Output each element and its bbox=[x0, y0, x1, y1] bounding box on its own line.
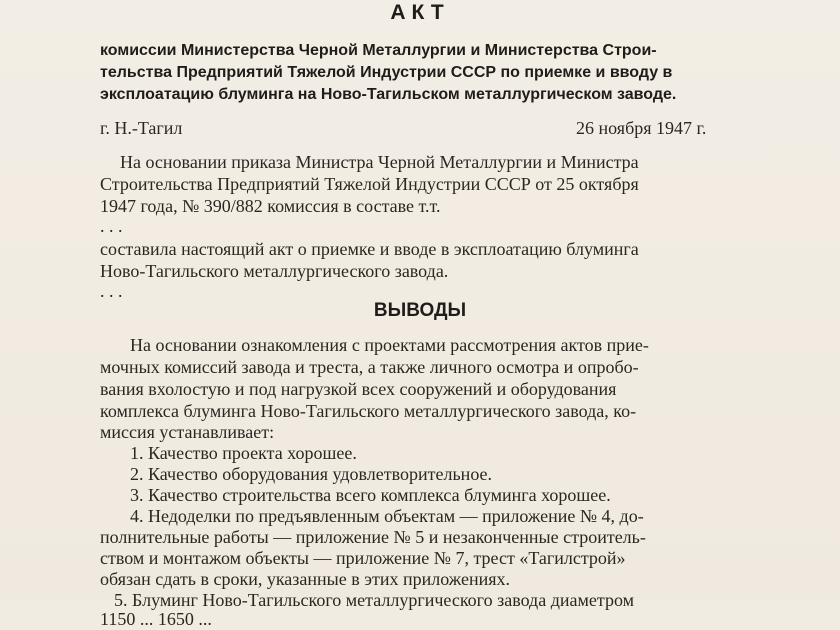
body-line-5: миссия устанавливает: bbox=[100, 422, 275, 442]
body-line-11: ством и монтажом объекты — приложение № 7, трест «Тагилстрой» bbox=[100, 548, 626, 568]
intro-ellipsis-2: . . . bbox=[100, 281, 123, 301]
document-date: 26 ноября 1947 г. bbox=[576, 118, 707, 138]
conclusion-item-1: 1. Качество проекта хорошее. bbox=[130, 443, 357, 463]
intro-line-1: На основании приказа Министра Черной Металлургии и Министра bbox=[120, 152, 639, 172]
conclusion-item-2: 2. Качество оборудования удовлетворительное. bbox=[130, 464, 493, 484]
conclusion-item-4: 4. Недоделки по предъявленным объектам — приложение № 4, до- bbox=[130, 506, 644, 526]
conclusions-heading: ВЫВОДЫ bbox=[373, 300, 467, 321]
subtitle-line-3: эксплоатацию блуминга на Ново-Тагильском металлургическом заводе. bbox=[100, 86, 677, 103]
intro-ellipsis-1: . . . bbox=[100, 216, 123, 236]
body-line-4: комплекса блуминга Ново-Тагильского металлургического завода, ко- bbox=[100, 401, 637, 421]
subtitle-line-2: тельства Предприятий Тяжелой Индустрии СССР по приемке и вводу в bbox=[100, 64, 673, 81]
intro-line-3: 1947 года, № 390/882 комиссия в составе т.т. bbox=[100, 196, 441, 216]
body-line-2: мочных комиссий завода и треста, а также личного осмотра и опробо- bbox=[100, 357, 639, 377]
body-line-10: полнительные работы — приложение № 5 и незаконченные строитель- bbox=[100, 527, 646, 547]
body-line-14: 1150 ... 1650 ... bbox=[100, 609, 212, 629]
intro-line-4: составила настоящий акт о приемке и вводе в эксплоатацию блуминга bbox=[100, 239, 639, 259]
body-line-1: На основании ознакомления с проектами рассмотрения актов прие- bbox=[130, 335, 649, 355]
intro-line-2: Строительства Предприятий Тяжелой Индустрии СССР от 25 октября bbox=[100, 174, 639, 194]
body-line-3: вания вхолостую и под нагрузкой всех сооружений и оборудования bbox=[100, 379, 617, 399]
document-title: АКТ bbox=[390, 1, 450, 24]
conclusion-item-5: 5. Блуминг Ново-Тагильского металлургического завода диаметром bbox=[114, 590, 634, 610]
document-place: г. Н.-Тагил bbox=[100, 118, 183, 138]
intro-line-5: Ново-Тагильского металлургического завода. bbox=[100, 261, 449, 281]
conclusion-item-3: 3. Качество строительства всего комплекса блуминга хорошее. bbox=[130, 485, 611, 505]
subtitle-line-1: комиссии Министерства Черной Металлургии и Министерства Строи- bbox=[100, 42, 657, 59]
body-line-12: обязан сдать в сроки, указанные в этих приложениях. bbox=[100, 569, 511, 589]
